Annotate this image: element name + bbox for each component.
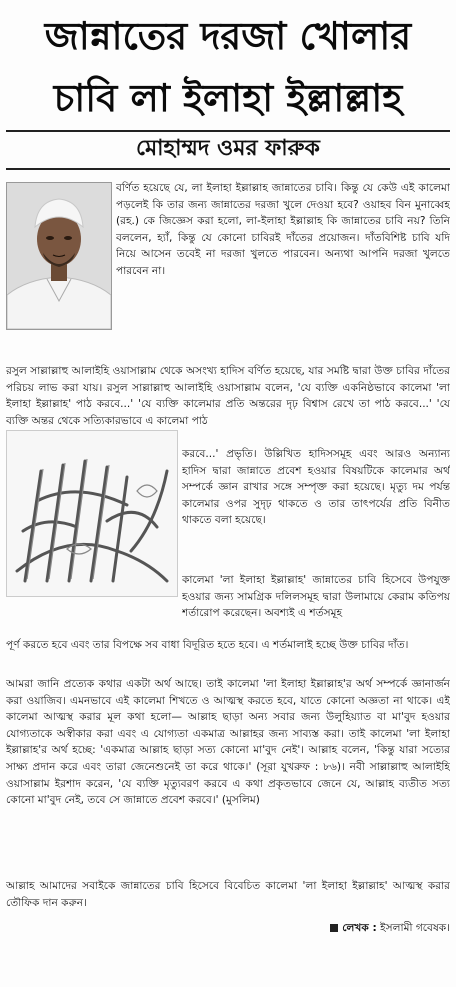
paragraph-6: আমরা জানি প্রত্যেক কথার একটা অর্থ আছে। তাই কালেমা 'লা ইলাহা ইল্লাল্লাহ'র অর্থ সম্পর্কে জ্ঞানার্জন করা ওয়াজিব। এমনভাবে এই কালেমা শিখতে ও আত্মস্থ করতে হবে, যাতে কোনো অজ্ঞতা না থাকে। এই কালেমা আত্মস্থ করার মূল কথা হলো— আল্লাহ ছাড়া অন্য সবার জন্য উলুহিয়্যাত বা মা'বুদ হওয়ার যোগ্যতাকে অস্বীকার করা এবং এ যোগ্যতা একমাত্র আল্লাহর জন্য সাব্যস্ত করা। তাই কালেমা 'লা ইলাহা ইল্লাল্লাহ'র অর্থ হচ্ছে: 'একমাত্র আল্লাহ ছাড়া সত্য কোনো মা'বুদ নেই'। আল্লাহ বলেন, 'কিন্তু যারা সত্যের সাক্ষ্য প্রদান করে এবং তারা জেনেশুনেই তা করে থাকে।' (সূরা যুখরুফ : ৮৬)। নবী সাল্লাল্লাহু আলাইহি ওয়াসাল্লাম ইরশাদ করেন, 'যে ব্যক্তি মৃত্যুবরণ করবে এ কথা প্রকৃতভাবে জেনে যে, আল্লাহ ব্যতীত সত্য কোনো মা'বুদ নেই, তবে সে জান্নাতে প্রবেশ করবে।' (মুসলিম) (6, 678, 450, 807)
square-bullet-icon (330, 924, 338, 932)
paragraph-4: কালেমা 'লা ইলাহা ইল্লাল্লাহ' জান্নাতের চাবি হিসেবে উপযুক্ত হওয়ার জন্য সামগ্রিক দলিলসমূহ দ্বারা উলামায়ে কেরাম কতিপয় শর্তারোপ করেছেন। অবশ্যই এ শর্তসমূহ (182, 574, 450, 620)
paragraph-3: করবে...' প্রভৃতি। উল্লিখিত হাদিসসমূহ এবং আরও অন্যান্য হাদিস দ্বারা জান্নাতে প্রবেশ হওয়ার বিষয়টিকে কালেমার অর্থ সম্পর্কে জ্ঞান রাখার সঙ্গে সম্পৃক্ত করা হয়েছে। মৃত্যু দম পর্যন্ত কালেমার ওপর সুদৃঢ় থাকতে ও তার তাৎপর্যের প্রতি বিনীত থাকতে বলা হয়েছে। (182, 448, 450, 527)
author-credit (6, 918, 450, 938)
headline-line-1: জান্নাতের দরজা খোলার (44, 14, 412, 58)
divider-bottom (6, 168, 450, 170)
paragraph-1: বর্ণিত হয়েছে যে, লা ইলাহা ইল্লাল্লাহ জান্নাতের চাবি। কিন্তু যে কেউ এই কালেমা পড়লেই কি তার জন্য জান্নাতের দরজা খুলে দেওয়া হবে? ওয়াহব বিন মুনাব্বেহ (রহ.) কে জিজ্ঞেস করা হলো, লা-ইলাহা ইল্লাল্লাহ কি জান্নাতের চাবি নয়? তিনি বললেন, হ্যাঁ, কিন্তু যে কোনো চাবিরই দাঁতের প্রয়োজন। দাঁতবিশিষ্ট চাবি যদি নিয়ে আসেন তবেই না দরজা খুলতে পারবেন। অন্যথা আপনি দরজা খুলতে পারবেন না। (116, 182, 450, 277)
author-photo (6, 182, 112, 330)
calligraphy-image (6, 430, 178, 597)
author-label: লেখক : (342, 922, 377, 934)
paragraph-7: আল্লাহ আমাদের সবাইকে জান্নাতের চাবি হিসেবে বিবেচিত কালেমা 'লা ইলাহা ইল্লাল্লাহ' আত্মস্থ করার তৌফিক দান করুন। (6, 880, 450, 909)
author-value: ইসলামী গবেষক। (380, 922, 450, 934)
byline: মোহাম্মদ ওমর ফারুক (136, 135, 320, 161)
paragraph-2: রসুল সাল্লাল্লাহু আলাইহি ওয়াসাল্লাম থেকে অসংখ্য হাদিস বর্ণিত হয়েছে, যার সমষ্টি দ্বারা উক্ত চাবির দাঁতের পরিচয় লাভ করা যায়। রসুল সাল্লাল্লাহু আলাইহি ওয়াসাল্লাম বলেন, 'যে ব্যক্তি একনিষ্ঠভাবে কালেমা 'লা ইলাহা ইল্লাল্লাহ' পাঠ করবে...' 'যে ব্যক্তি কালেমার প্রতি অন্তরের দৃঢ় বিশ্বাস রেখে তা পাঠ করবে...' 'যে ব্যক্তি অন্তর থেকে সত্যিকারভাবে এ কালেমা পাঠ (6, 365, 450, 427)
headline-line-2: চাবি লা ইলাহা ইল্লাল্লাহ (53, 76, 403, 120)
paragraph-5: পূর্ণ করতে হবে এবং তার বিপক্ষে সব বাধা বিদূরিত হতে হবে। এ শর্তমালাই হচ্ছে উক্ত চাবির দাঁত। (6, 639, 409, 651)
